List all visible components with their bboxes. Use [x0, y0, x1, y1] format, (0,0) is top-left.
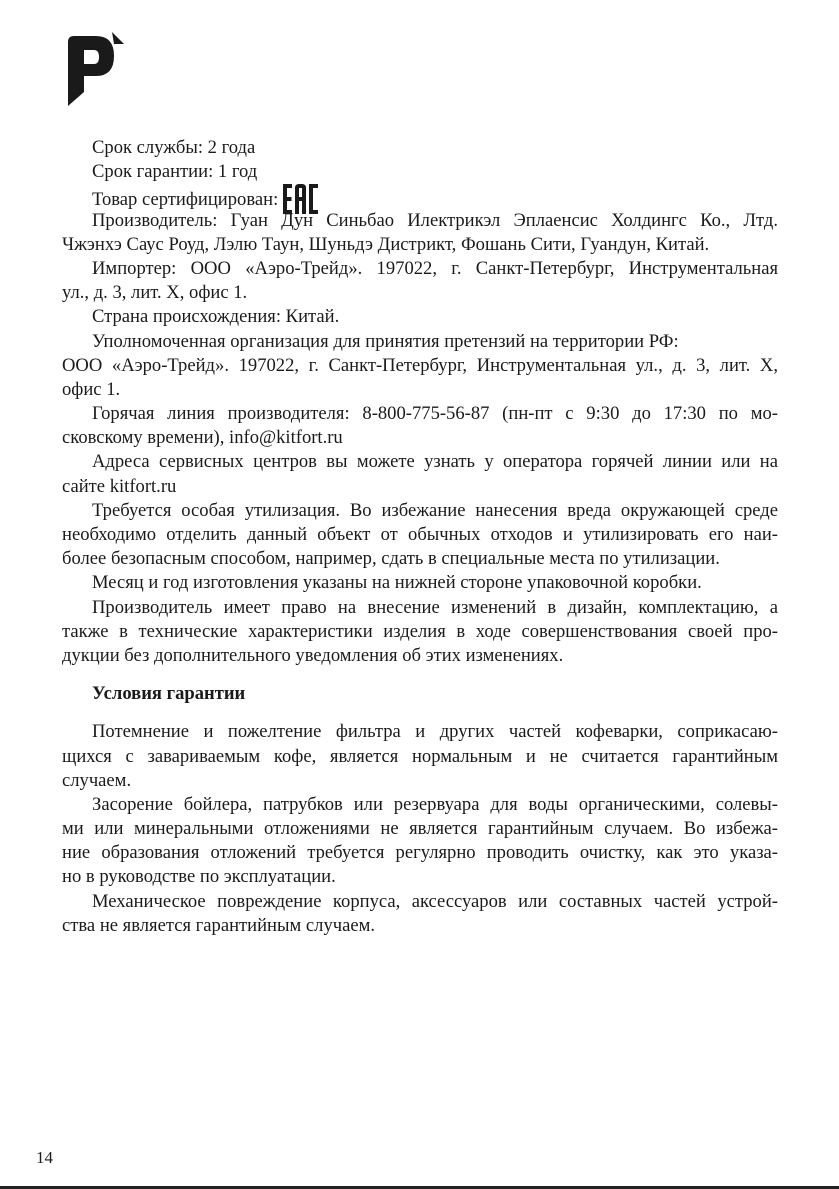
country-of-origin-line: Страна происхождения: Китай. [92, 306, 340, 328]
hotline-email-line: сковскому времени), info@kitfort.ru [62, 427, 343, 449]
changes-notice-line-1: Производитель имеет право на внесение изменений в дизайн, комплектацию, а [92, 596, 778, 618]
warranty-info-section [62, 136, 778, 668]
authorized-org-address-end-line: офис 1. [62, 378, 121, 400]
condition-3-line-2: ства не является гарантийным случаем. [62, 914, 376, 936]
disposal-line-3: более безопасным способом, например, сдать в специальные места по утилизации. [62, 548, 720, 570]
changes-notice-line-2: также в технические характеристики изделия в ходе совершенствования своей про- [62, 620, 778, 642]
condition-2-line-2: ми или минеральными отложениями не является гарантийным случаем. Во избежа- [62, 818, 778, 840]
document-body [62, 136, 778, 938]
hotline-line: Горячая линия производителя: 8-800-775-56-87 (пн-пт с 9:30 до 17:30 по мо- [92, 403, 778, 425]
authorized-org-address-line: ООО «Аэро-Трейд». 197022, г. Санкт-Петербург, Инструментальная ул., д. 3, лит. Х, [62, 354, 778, 376]
manufacturer-address-line: Чжэнхэ Саус Роуд, Лэлю Таун, Шуньдэ Дистрикт, Фошань Сити, Гуандун, Китай. [62, 233, 710, 255]
disposal-line-1: Требуется особая утилизация. Во избежание нанесения вреда окружающей среде [92, 499, 778, 521]
condition-2-line-1: Засорение бойлера, патрубков или резервуара для воды органическими, солевы- [92, 793, 778, 815]
warranty-period-line: Срок гарантии: 1 год [92, 161, 258, 183]
importer-line: Импортер: ООО «Аэро-Трейд». 197022, г. Санкт-Петербург, Инструментальная [92, 257, 778, 279]
certification-line [62, 184, 778, 211]
disposal-line-2: необходимо отделить данный объект от обычных отходов и утилизировать его наи- [62, 524, 778, 545]
page-number: 14 [36, 1148, 53, 1167]
changes-notice-line-3: дукции без дополнительного уведомления об этих изменениях. [62, 644, 564, 666]
service-centers-line: Адреса сервисных центров вы можете узнать у оператора горячей линии или на [92, 451, 778, 473]
warranty-conditions-heading: Условия гарантии [92, 683, 246, 705]
service-centers-site-line: сайте kitfort.ru [62, 475, 177, 497]
service-life-line: Срок службы: 2 года [92, 137, 256, 158]
brand-logo-icon [62, 30, 126, 108]
condition-2-line-4: но в руководстве по эксплуатации. [62, 866, 336, 888]
condition-1-line-1: Потемнение и пожелтение фильтра и других частей кофеварки, соприкасаю- [92, 721, 778, 743]
importer-address-line: ул., д. 3, лит. Х, офис 1. [62, 282, 248, 304]
certification-text: Товар сертифицирован: [92, 189, 279, 211]
authorized-org-line: Уполномоченная организация для принятия претензий на территории РФ: [92, 330, 679, 352]
manufacture-date-line: Месяц и год изготовления указаны на нижней стороне упаковочной коробки. [92, 572, 702, 594]
manufacturer-line: Производитель: Гуан Дун Синьбао Илектрикэл Эплаенсис Холдингс Ко., Лтд. [92, 209, 778, 231]
condition-1-line-2: щихся с завариваемым кофе, является нормальным и не считается гарантийным [62, 745, 778, 767]
condition-1-line-3: случаем. [62, 769, 132, 791]
condition-3-line-1: Механическое повреждение корпуса, аксессуаров или составных частей устрой- [92, 890, 778, 912]
warranty-conditions-section [62, 720, 778, 938]
condition-2-line-3: ние образования отложений требуется регулярно проводить очистку, как это указа- [62, 842, 778, 864]
